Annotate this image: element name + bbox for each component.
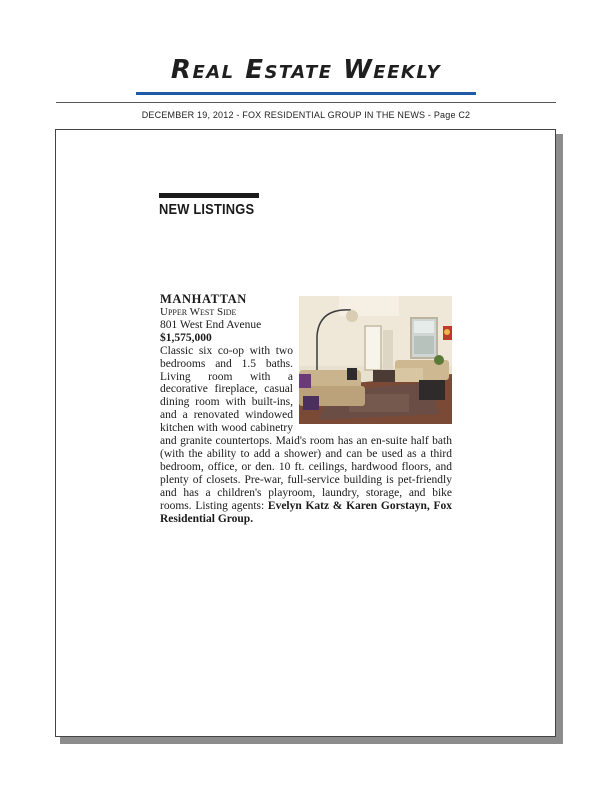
listing-neighborhood: Upper West Side [160,306,237,318]
listing-price: $1,575,000 [160,331,212,344]
masthead [136,54,476,90]
header-divider [56,102,556,103]
listing-article [160,292,452,525]
masthead-title: Real Estate Weekly [170,55,442,85]
listing-agents: Evelyn Katz & Karen Gorstayn, Fox Residential Group. [160,499,452,525]
section-bar [159,193,259,198]
dateline: DECEMBER 19, 2012 - FOX RESIDENTIAL GROUP IN THE NEWS - Page C2 [141,110,471,120]
listing-address: 801 West End Avenue [160,318,262,331]
living-room-photo [299,296,452,424]
listing-city: MANHATTAN [160,292,247,306]
section-heading: NEW LISTINGS [159,201,255,218]
listing-description-text: Classic six co-op with two bedrooms and 1.5 baths. Living room with a decorative fireplace, casual dining room with built-ins, and a renovated windowed kitchen with wood cabinetry and granite countertops. Maid's room has an en-suite half bath (with the ability to add a shower) and can be used as a third bedroom, office, or den. 10 ft. ceilings, hardwood floors, and plenty of closets. Pre-war, full-service building is pet-friendly and has a children's playroom, laundry, storage, and bike rooms. Listing agents: [160,344,452,512]
masthead-rule [136,92,476,95]
